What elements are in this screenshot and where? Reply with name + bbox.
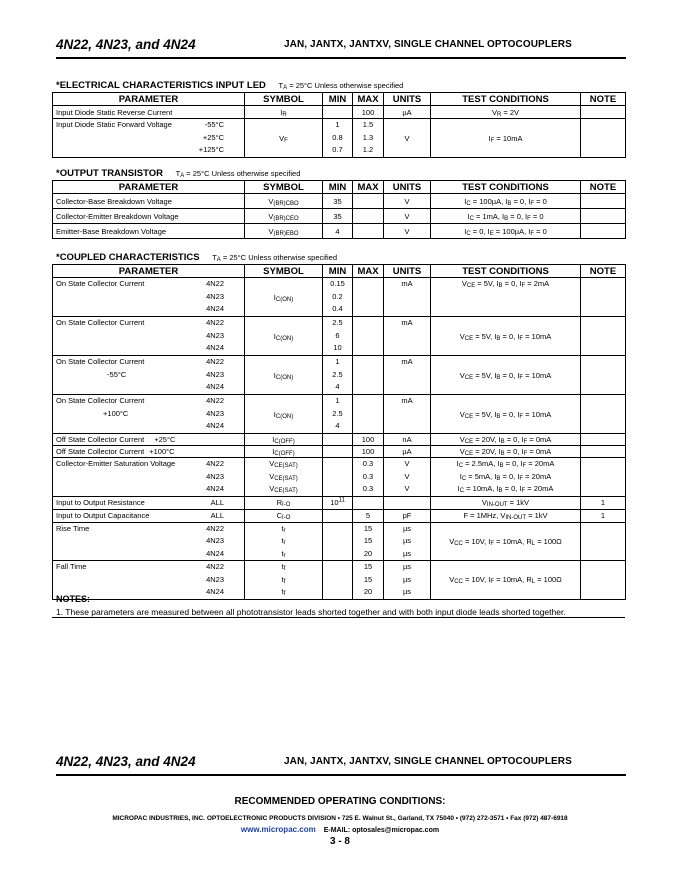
cond-cell: $I_C = 2.5mA$, $I_B = 0$, $I_F = 20mA$ $I_C = 5mA$, $I_B = 0$, $I_F = 20mA$ $I_C = 10mA$, $I_B = 0$, $I_F = 20mA$ xyxy=(431,458,581,497)
units-cell: µs µs µs xyxy=(384,522,431,561)
company-info: MICROPAC INDUSTRIES, INC. OPTOELECTRONIC PRODUCTS DIVISION • 725 E. Walnut St., Garland, TX 75040 • (972) 272-3571 • Fax (972) 487-6918 xyxy=(112,815,568,822)
table-row xyxy=(53,194,626,209)
page-number: 3 - 8 xyxy=(329,836,350,847)
input-led-heading xyxy=(56,80,403,91)
footer-title: 4N22, 4N23, and 4N24 xyxy=(56,754,196,769)
table-row xyxy=(53,224,626,239)
website-link[interactable]: www.micropac.com xyxy=(240,825,316,834)
symbol-cell: $I_{C(OFF)}$ xyxy=(245,434,323,446)
note-cell xyxy=(581,106,626,119)
note-cell: 1 xyxy=(581,509,626,522)
temp-label: +100°C xyxy=(103,408,129,418)
cond-cell: $V_{CE} = 5V$, $I_B = 0$, $I_F = 10mA$ xyxy=(431,356,581,395)
col-note: NOTE xyxy=(581,93,626,106)
param-cell: Off State Collector Current +100°C xyxy=(53,446,245,458)
param-name: Collector-Emitter Saturation Voltage xyxy=(56,459,176,468)
note-cell xyxy=(581,317,626,356)
output-transistor-table xyxy=(52,180,626,239)
param-cell: Rise Time 4N22 4N23 4N24 xyxy=(53,522,245,561)
table-row xyxy=(53,509,626,522)
max-cell: 1.5 1.3 1.2 xyxy=(353,119,384,158)
param-cell: Emitter-Base Breakdown Voltage xyxy=(53,224,245,239)
max-cell xyxy=(353,194,384,209)
coupled-title: *COUPLED CHARACTERISTICS xyxy=(56,252,200,263)
header-subtitle: JAN, JANTX, JANTXV, SINGLE CHANNEL OPTOCOUPLERS xyxy=(284,39,572,50)
note-cell xyxy=(581,395,626,434)
recommended-heading: RECOMMENDED OPERATING CONDITIONS: xyxy=(234,796,446,807)
units-cell: V xyxy=(384,224,431,239)
units-cell: µA xyxy=(384,446,431,458)
cond-cell: $V_R = 2V$ xyxy=(431,106,581,119)
cond-cell: $V_{CE} = 5V$, $I_B = 0$, $I_F = 2mA$ xyxy=(431,278,581,317)
min-cell: 4 xyxy=(323,224,353,239)
param-cell: Input Diode Static Reverse Current xyxy=(53,106,245,119)
min-cell: 2.5 6 10 xyxy=(323,317,353,356)
col-symbol: SYMBOL xyxy=(245,181,323,194)
coupled-table xyxy=(52,264,626,600)
symbol-cell: $t_r$ $t_r$ $t_r$ xyxy=(245,522,323,561)
param-cell: On State Collector Current +100°C 4N22 4N23 4N24 xyxy=(53,395,245,434)
cond-cell: $I_C = 1mA$, $I_B = 0$, $I_F = 0$ xyxy=(431,209,581,224)
units-cell: µA xyxy=(384,106,431,119)
units-cell: mA xyxy=(384,395,431,434)
symbol-cell: $I_{C(ON)}$ xyxy=(245,356,323,395)
min-cell: 35 xyxy=(323,194,353,209)
note-cell xyxy=(581,209,626,224)
param-name: Input Diode Static Forward Voltage xyxy=(56,120,172,129)
max-cell xyxy=(353,224,384,239)
param-cell: Collector-Base Breakdown Voltage xyxy=(53,194,245,209)
email-link[interactable]: E-MAIL: optosales@micropac.com xyxy=(323,827,440,834)
min-cell xyxy=(323,106,353,119)
param-name: On State Collector Current xyxy=(56,279,145,288)
output-transistor-title: *OUTPUT TRANSISTOR xyxy=(56,168,163,179)
note-cell xyxy=(581,278,626,317)
max-cell: 100 xyxy=(353,434,384,446)
max-cell: 5 xyxy=(353,509,384,522)
symbol-cell: $V_{(BR)CEO}$ xyxy=(245,209,323,224)
symbol-cell: $V_{(BR)EBO}$ xyxy=(245,224,323,239)
note-item: 1. These parameters are measured between all phototransistor leads shorted together and with both input diode leads shorted together. xyxy=(56,607,566,617)
symbol-cell: $t_f$ $t_f$ $t_f$ xyxy=(245,561,323,600)
col-min: MIN xyxy=(323,265,353,278)
table-row xyxy=(53,434,626,446)
col-max: MAX xyxy=(353,265,384,278)
max-cell xyxy=(353,209,384,224)
max-cell: 15 15 20 xyxy=(353,522,384,561)
param-cell xyxy=(53,119,245,158)
cond-cell: $V_{CC} = 10V$, $I_F = 10mA$, $R_L = 100\Omega$ xyxy=(431,522,581,561)
units-cell: V V V xyxy=(384,458,431,497)
max-cell xyxy=(353,496,384,509)
input-led-condition: $T_A = 25^\circ C$ Unless otherwise specified xyxy=(278,81,404,91)
input-led-table xyxy=(52,92,626,158)
symbol-cell: $I_{C(ON)}$ xyxy=(245,278,323,317)
table-row xyxy=(53,119,626,158)
max-cell: 100 xyxy=(353,446,384,458)
param-cell: On State Collector Current -55°C 4N22 4N23 4N24 xyxy=(53,356,245,395)
cond-cell: $V_{IN-OUT} = 1kV$ xyxy=(431,496,581,509)
note-cell xyxy=(581,458,626,497)
min-cell xyxy=(323,458,353,497)
table-row xyxy=(53,395,626,434)
temp-label: -55°C xyxy=(107,369,127,379)
units-cell: pF xyxy=(384,509,431,522)
param-cell: On State Collector Current 4N22 4N23 4N24 xyxy=(53,278,245,317)
min-cell xyxy=(323,446,353,458)
symbol-cell: $V_{(BR)CBO}$ xyxy=(245,194,323,209)
param-cell: Input to Output Capacitance ALL xyxy=(53,509,245,522)
footer-subtitle: JAN, JANTX, JANTXV, SINGLE CHANNEL OPTOCOUPLERS xyxy=(284,756,572,767)
table-row xyxy=(53,356,626,395)
coupled-heading xyxy=(56,252,337,263)
symbol-cell: $I_{C(OFF)}$ xyxy=(245,446,323,458)
min-cell xyxy=(323,509,353,522)
units-cell: V xyxy=(384,209,431,224)
note-cell: 1 xyxy=(581,496,626,509)
max-cell xyxy=(353,356,384,395)
col-note: NOTE xyxy=(581,181,626,194)
param-cell: On State Collector Current 4N22 4N23 4N24 xyxy=(53,317,245,356)
max-cell: 100 xyxy=(353,106,384,119)
note-cell xyxy=(581,119,626,158)
col-min: MIN xyxy=(323,93,353,106)
table-row xyxy=(53,446,626,458)
max-cell: 0.3 0.3 0.3 xyxy=(353,458,384,497)
cond-cell: $I_C = 100\mu A$, $I_B = 0$, $I_F = 0$ xyxy=(431,194,581,209)
param-cell: Collector-Emitter Saturation Voltage 4N22 4N23 4N24 xyxy=(53,458,245,497)
max-cell: 15 15 20 xyxy=(353,561,384,600)
header-title: 4N22, 4N23, and 4N24 xyxy=(56,37,196,52)
units-cell: V xyxy=(384,194,431,209)
cond-cell: $I_F = 10mA$ xyxy=(431,119,581,158)
cond-cell: $V_{CC} = 10V$, $I_F = 10mA$, $R_L = 100\Omega$ xyxy=(431,561,581,600)
param-cell: Off State Collector Current +25°C xyxy=(53,434,245,446)
note-cell xyxy=(581,434,626,446)
units-cell: mA xyxy=(384,317,431,356)
col-units: UNITS xyxy=(384,181,431,194)
input-led-title: *ELECTRICAL CHARACTERISTICS INPUT LED xyxy=(56,80,266,91)
col-units: UNITS xyxy=(384,93,431,106)
cond-cell: $V_{CE} = 20V$, $I_B = 0$, $I_F = 0mA$ xyxy=(431,434,581,446)
col-min: MIN xyxy=(323,181,353,194)
min-cell xyxy=(323,522,353,561)
cond-cell: $V_{CE} = 5V$, $I_B = 0$, $I_F = 10mA$ xyxy=(431,395,581,434)
min-cell xyxy=(323,434,353,446)
temp-label: -55°C xyxy=(204,120,224,129)
symbol-cell: $C_{I-O}$ xyxy=(245,509,323,522)
max-cell xyxy=(353,278,384,317)
col-units: UNITS xyxy=(384,265,431,278)
col-test-conditions: TEST CONDITIONS xyxy=(431,93,581,106)
min-cell: $10^{11}$ xyxy=(323,496,353,509)
table-header-row xyxy=(53,265,626,278)
table-header-row xyxy=(53,93,626,106)
table-row xyxy=(53,317,626,356)
note-cell xyxy=(581,356,626,395)
cond-cell: $I_C = 0$, $I_E = 100\mu A$, $I_F = 0$ xyxy=(431,224,581,239)
param-name: Fall Time xyxy=(56,562,87,571)
max-cell xyxy=(353,317,384,356)
table-row xyxy=(53,496,626,509)
symbol-cell: $V_{CE(SAT)}$ $V_{CE(SAT)}$ $V_{CE(SAT)}$ xyxy=(245,458,323,497)
notes-section xyxy=(56,594,566,617)
param-name: On State Collector Current xyxy=(56,318,145,327)
symbol-cell: $I_{C(ON)}$ xyxy=(245,395,323,434)
temp-label: +125°C xyxy=(198,145,224,154)
units-cell: µs µs µs xyxy=(384,561,431,600)
note-cell xyxy=(581,522,626,561)
col-max: MAX xyxy=(353,93,384,106)
table-row xyxy=(53,209,626,224)
note-cell xyxy=(581,194,626,209)
col-max: MAX xyxy=(353,181,384,194)
note-cell xyxy=(581,224,626,239)
table-row xyxy=(53,106,626,119)
output-transistor-heading xyxy=(56,168,300,179)
param-name: On State Collector Current xyxy=(56,357,145,366)
col-symbol: SYMBOL xyxy=(245,265,323,278)
symbol-cell: $V_F$ xyxy=(245,119,323,158)
units-cell xyxy=(384,496,431,509)
contact-line xyxy=(0,825,680,834)
units-cell: mA xyxy=(384,356,431,395)
notes-divider xyxy=(52,617,625,618)
table-row xyxy=(53,278,626,317)
page-header xyxy=(56,37,626,59)
col-test-conditions: TEST CONDITIONS xyxy=(431,265,581,278)
param-cell: Input to Output Resistance ALL xyxy=(53,496,245,509)
col-note: NOTE xyxy=(581,265,626,278)
param-cell: Fall Time 4N22 4N23 4N24 xyxy=(53,561,245,600)
notes-title: NOTES: xyxy=(56,594,91,604)
max-cell xyxy=(353,395,384,434)
footer-header xyxy=(56,754,626,776)
min-cell: 1 2.5 4 xyxy=(323,356,353,395)
cond-cell: F = 1MHz, $V_{IN-OUT} = 1kV$ xyxy=(431,509,581,522)
col-test-conditions: TEST CONDITIONS xyxy=(431,181,581,194)
param-name: On State Collector Current xyxy=(56,396,145,405)
symbol-cell: $I_{C(ON)}$ xyxy=(245,317,323,356)
param-name: Rise Time xyxy=(56,523,90,533)
min-cell: 35 xyxy=(323,209,353,224)
min-cell: 1 0.8 0.7 xyxy=(323,119,353,158)
coupled-condition: $T_A = 25^\circ C$ Unless otherwise specified xyxy=(212,253,337,263)
units-cell: mA xyxy=(384,278,431,317)
note-cell xyxy=(581,446,626,458)
cond-cell: $V_{CE} = 20V$, $I_B = 0$, $I_F = 0mA$ xyxy=(431,446,581,458)
units-cell: nA xyxy=(384,434,431,446)
note-cell xyxy=(581,561,626,600)
table-header-row xyxy=(53,181,626,194)
min-cell: 1 2.5 4 xyxy=(323,395,353,434)
cond-cell: $V_{CE} = 5V$, $I_B = 0$, $I_F = 10mA$ xyxy=(431,317,581,356)
col-parameter: PARAMETER xyxy=(53,181,245,194)
units-cell: V xyxy=(384,119,431,158)
temp-label: +25°C xyxy=(202,132,224,142)
col-symbol: SYMBOL xyxy=(245,93,323,106)
symbol-cell: $R_{I-O}$ xyxy=(245,496,323,509)
table-row xyxy=(53,522,626,561)
col-parameter: PARAMETER xyxy=(53,265,245,278)
table-row xyxy=(53,458,626,497)
output-transistor-condition: $T_A = 25^\circ C$ Unless otherwise specified xyxy=(175,169,301,179)
col-parameter: PARAMETER xyxy=(53,93,245,106)
symbol-cell: $I_R$ xyxy=(245,106,323,119)
param-cell: Collector-Emitter Breakdown Voltage xyxy=(53,209,245,224)
min-cell: 0.15 0.2 0.4 xyxy=(323,278,353,317)
